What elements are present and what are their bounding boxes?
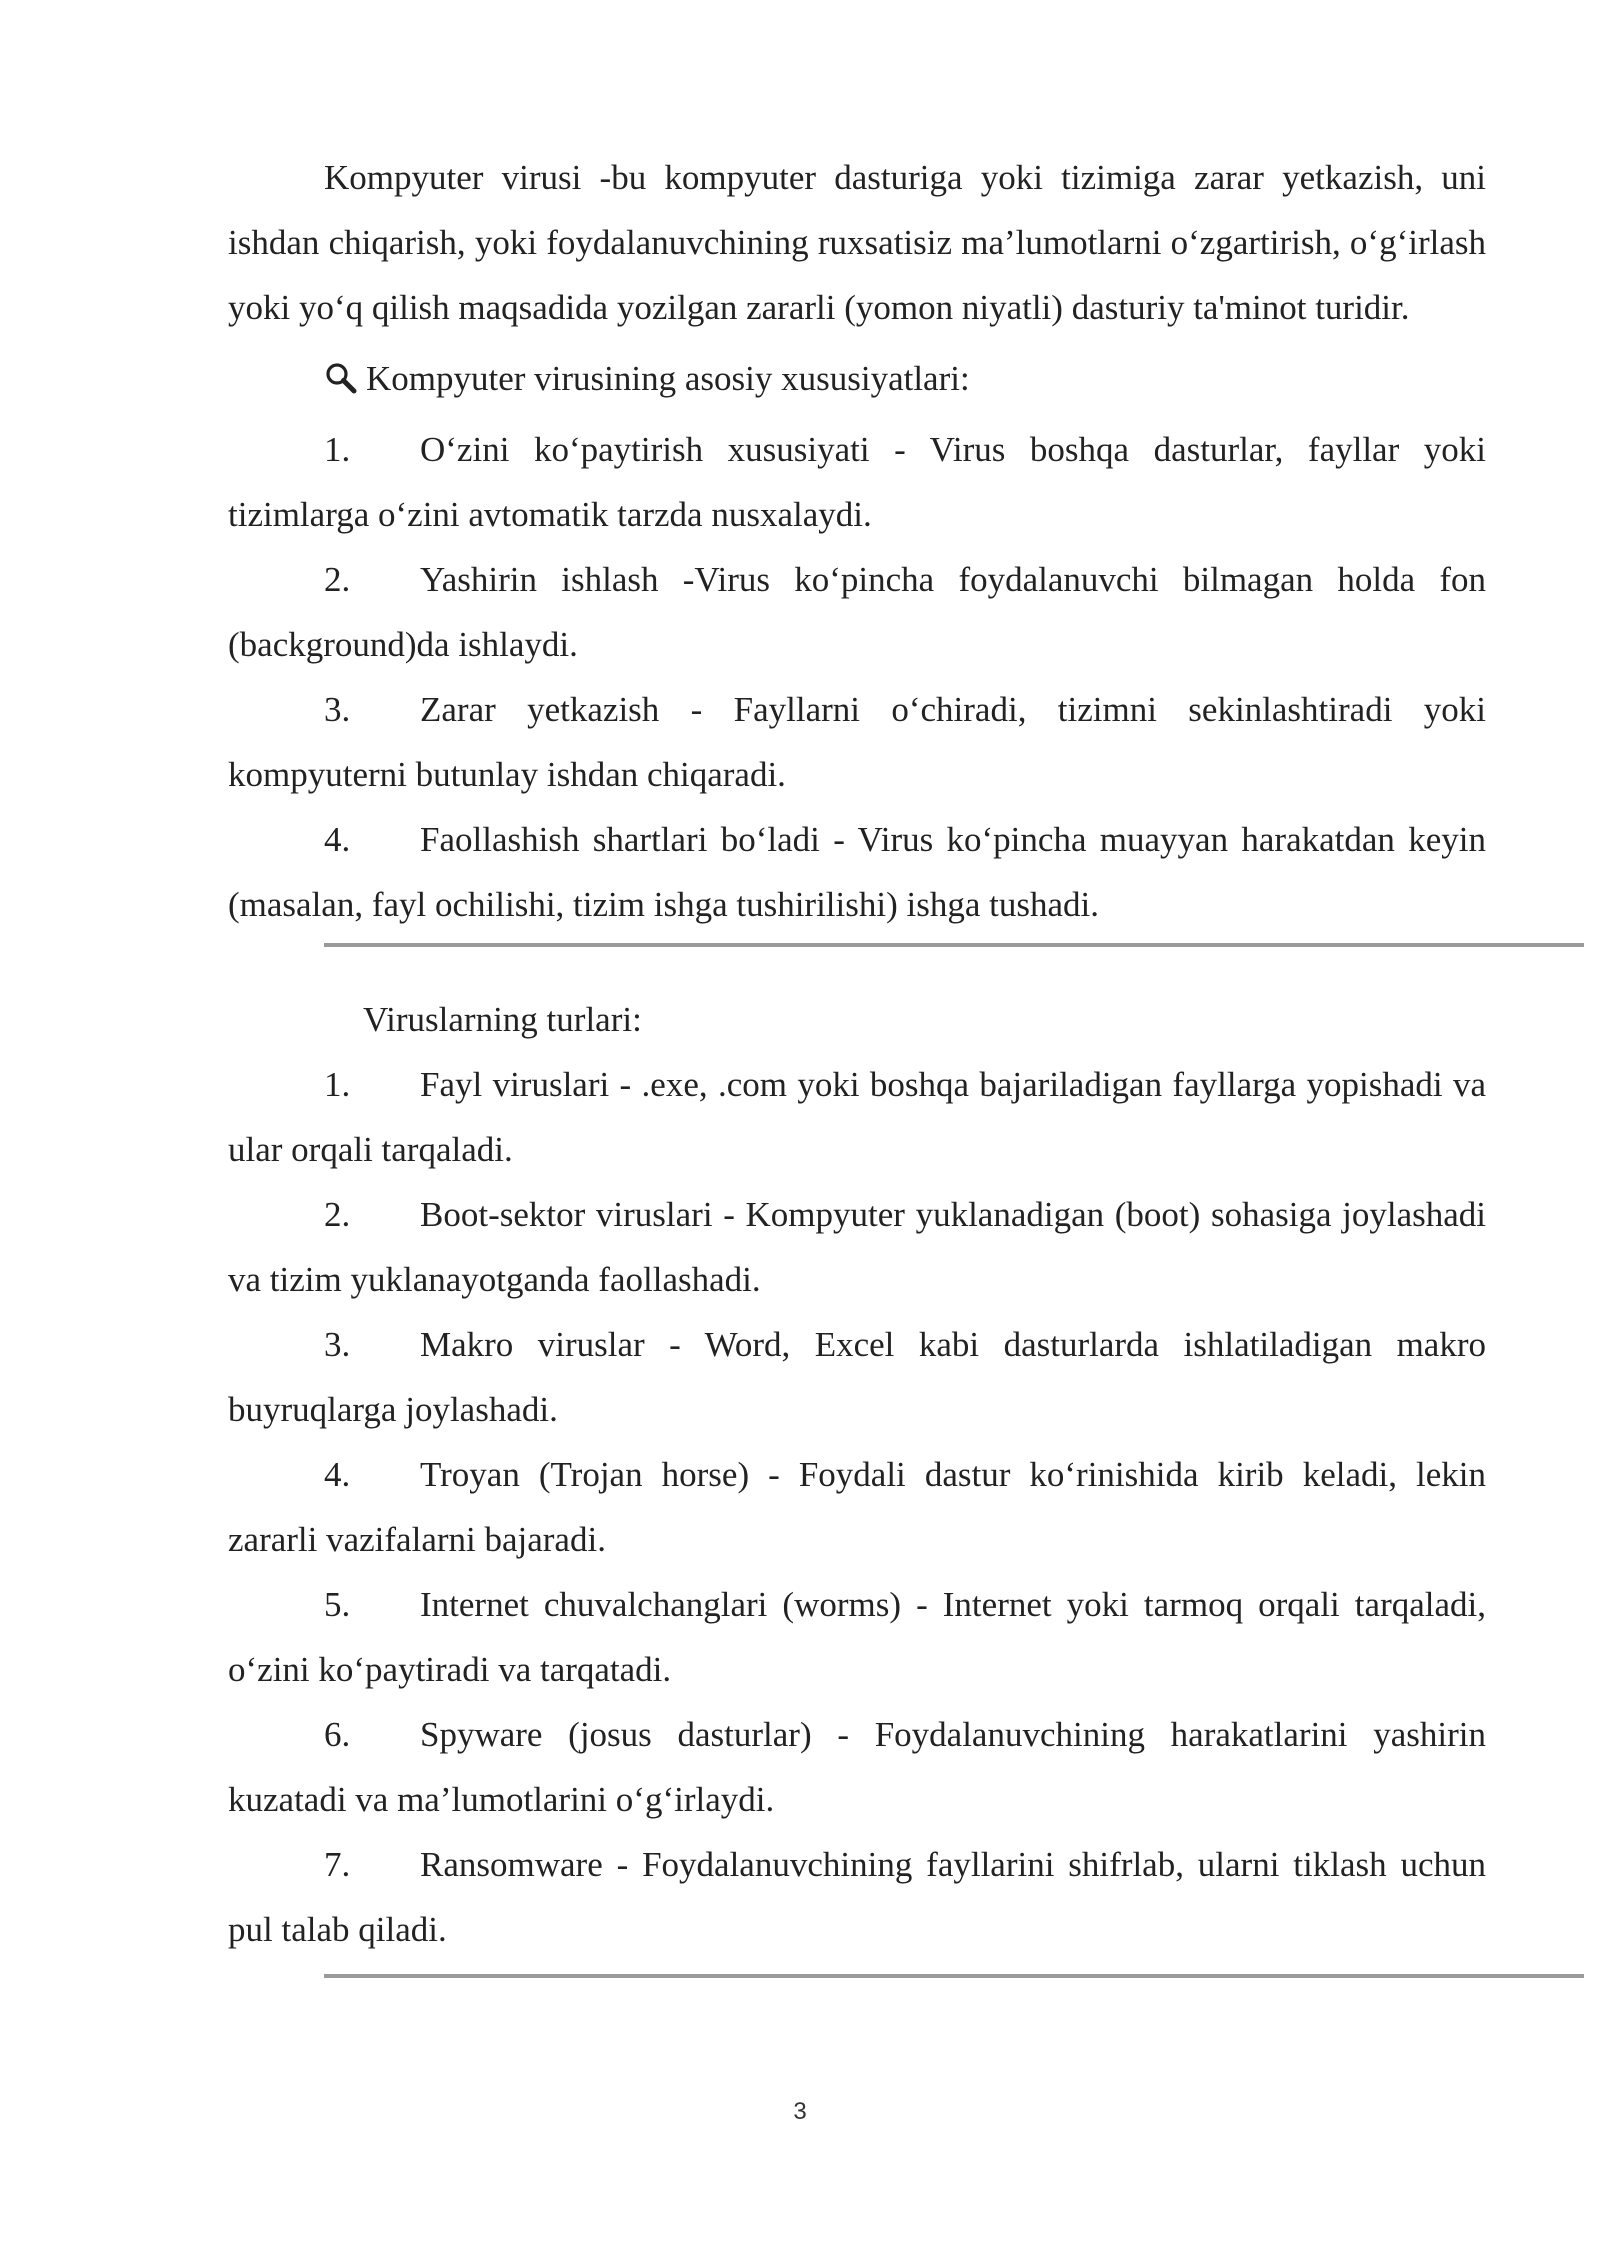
item-text: Zarar yetkazish - Fayllarni o‘chiradi, tizimni sekinlashtiradi yoki kompyuterni butunlay ishdan chiqaradi. xyxy=(228,690,1486,794)
page-number: 3 xyxy=(793,2098,807,2125)
item-text: Yashirin ishlash -Virus ko‘pincha foydalanuvchi bilmagan holda fon (background)da ishlaydi. xyxy=(228,560,1486,664)
list-item xyxy=(228,1052,1486,1182)
item-number: 1. xyxy=(324,1065,351,1104)
features-heading xyxy=(228,346,1486,411)
item-number: 3. xyxy=(324,1325,351,1364)
intro-paragraph: Kompyuter virusi -bu kompyuter dasturiga yoki tizimiga zarar yetkazish, uni ishdan chiqarish, yoki foydalanuvchining ruxsatisiz ma’lumotlarni o‘zgartirish, o‘g‘irlash yoki yo‘q qilish maqsadida yozilgan zararli (yomon niyatli) dasturiy ta'minot turidir. xyxy=(228,158,1486,327)
list-item xyxy=(228,1182,1486,1312)
item-text: Ransomware - Foydalanuvchining fayllarini shifrlab, ularni tiklash uchun pul talab qiladi. xyxy=(228,1845,1486,1949)
item-number: 4. xyxy=(324,820,351,859)
item-number: 3. xyxy=(324,690,351,729)
item-number: 2. xyxy=(324,560,351,599)
magnifier-icon xyxy=(324,350,362,382)
item-number: 2. xyxy=(324,1195,351,1234)
item-text: Boot-sektor viruslari - Kompyuter yuklanadigan (boot) sohasiga joylashadi va tizim yuklanayotganda faollashadi. xyxy=(228,1195,1486,1299)
page-content xyxy=(228,145,1486,1978)
item-number: 6. xyxy=(324,1715,351,1754)
list-item xyxy=(228,547,1486,677)
item-text: Internet chuvalchanglari (worms) - Internet yoki tarmoq orqali tarqaladi, o‘zini ko‘paytiradi va tarqatadi. xyxy=(228,1585,1486,1689)
item-text: Fayl viruslari - .exe, .com yoki boshqa bajariladigan fayllarga yopishadi va ular orqali tarqaladi. xyxy=(228,1065,1486,1169)
horizontal-divider xyxy=(324,1974,1584,1978)
features-heading-text: Kompyuter virusining asosiy xususiyatlari: xyxy=(366,359,970,398)
features-list xyxy=(228,417,1486,937)
list-item xyxy=(228,807,1486,937)
types-heading: Viruslarning turlari: xyxy=(363,1000,642,1039)
list-item xyxy=(228,1312,1486,1442)
item-text: Troyan (Trojan horse) - Foydali dastur ko‘rinishida kirib keladi, lekin zararli vazifalarni bajaradi. xyxy=(228,1455,1486,1559)
list-item xyxy=(228,1572,1486,1702)
item-text: Spyware (josus dasturlar) - Foydalanuvchining harakatlarini yashirin kuzatadi va ma’lumotlarini o‘g‘irlaydi. xyxy=(228,1715,1486,1819)
item-text: Makro viruslar - Word, Excel kabi dasturlarda ishlatiladigan makro buyruqlarga joylashadi. xyxy=(228,1325,1486,1429)
types-list xyxy=(228,1052,1486,1962)
item-text: O‘zini ko‘paytirish xususiyati - Virus boshqa dasturlar, fayllar yoki tizimlarga o‘zini avtomatik tarzda nusxalaydi. xyxy=(228,430,1486,534)
list-item xyxy=(228,417,1486,547)
list-item xyxy=(228,1832,1486,1962)
item-number: 4. xyxy=(324,1455,351,1494)
horizontal-divider xyxy=(324,943,1584,947)
item-text: Faollashish shartlari bo‘ladi - Virus ko‘pincha muayyan harakatdan keyin (masalan, fayl ochilishi, tizim ishga tushirilishi) ishga tushadi. xyxy=(228,820,1486,924)
list-item xyxy=(228,1442,1486,1572)
list-item xyxy=(228,1702,1486,1832)
item-number: 5. xyxy=(324,1585,351,1624)
item-number: 1. xyxy=(324,430,351,469)
list-item xyxy=(228,677,1486,807)
item-number: 7. xyxy=(324,1845,351,1884)
